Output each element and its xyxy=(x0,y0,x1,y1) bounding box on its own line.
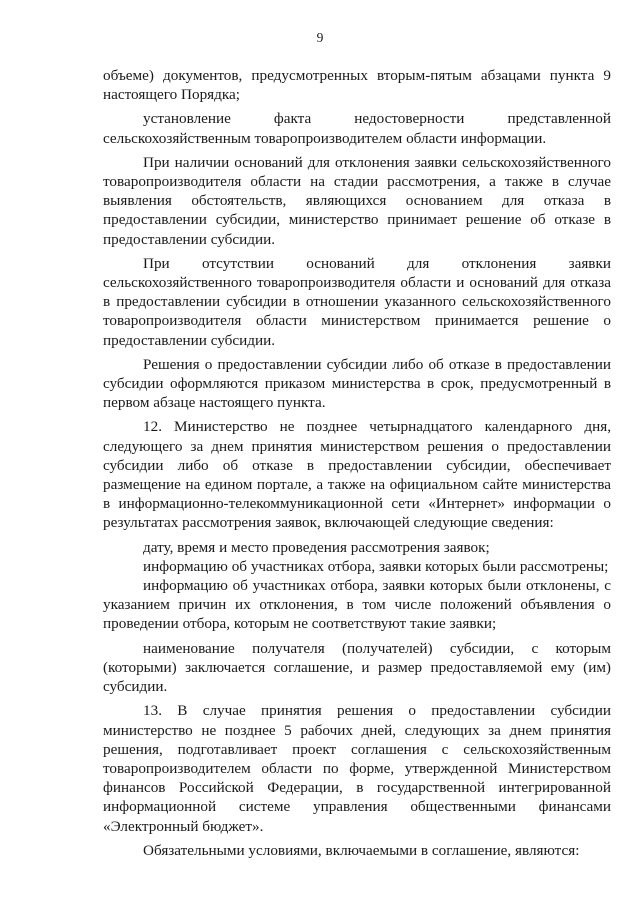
paragraph-rejection-grounds: При наличии оснований для отклонения заявки сельскохозяйственного товаропроизводителя области на стадии рассмотрения, а также в случае выявления обстоятельств, являющихся основанием для отказа в предоставлении субсидии, министерство принимает решение об отказе в предоставлении субсидии. xyxy=(103,153,611,248)
paragraph-decision-order: Решения о предоставлении субсидии либо об отказе в предоставлении субсидии оформляются приказом министерства в срок, предусмотренный в первом абзаце настоящего пункта. xyxy=(103,355,611,412)
list-item-recipients: наименование получателя (получателей) субсидии, с которым (которыми) заключается соглашение, и размер предоставляемой ему (им) субсидии. xyxy=(103,639,611,696)
page-number: 9 xyxy=(316,30,324,45)
paragraph-item-12: 12. Министерство не позднее четырнадцатого календарного дня, следующего за днем принятия министерством решения о предоставлении субсидии либо об отказе в предоставлении субсидии, обеспечивает размещение на едином портале, а также на официальном сайте министерства в информационно-телекоммуникационной сети «Интернет» информации о результатах рассмотрения заявок, включающей следующие сведения: xyxy=(103,418,611,532)
paragraph-false-info: установление факта недостоверности представленной сельскохозяйственным товаропроизводителем области информации. xyxy=(103,110,611,147)
paragraph-item-13: 13. В случае принятия решения о предоставлении субсидии министерство не позднее 5 рабочих дней, следующих за днем принятия решения, подготавливает проект соглашения с сельскохозяйственным товаропроизводителем области по форме, утвержденной Министерством финансов Российской Федерации, в государственной интегрированной информационной системе управления общественными финансами «Электронный бюджет». xyxy=(103,702,611,835)
document-body xyxy=(103,66,611,865)
list-item-rejected-applicants: информацию об участниках отбора, заявки которых были отклонены, с указанием причин их отклонения, в том числе положений объявления о проведении отбора, которым не соответствуют такие заявки; xyxy=(103,577,611,633)
paragraph-continuation: объеме) документов, предусмотренных вторым-пятым абзацами пункта 9 настоящего Порядка; xyxy=(103,67,611,104)
list-item-reviewed-applicants: информацию об участниках отбора, заявки которых были рассмотрены; xyxy=(143,557,609,575)
paragraph-mandatory-conditions: Обязательными условиями, включаемыми в соглашение, являются: xyxy=(143,841,580,859)
paragraph-approval-decision: При отсутствии оснований для отклонения заявки сельскохозяйственного товаропроизводителя области и оснований для отказа в предоставлении субсидии в отношении указанного сельскохозяйственного товаропроизводителя области министерством принимается решение о предоставлении субсидии. xyxy=(103,254,611,349)
list-item-date-time: дату, время и место проведения рассмотрения заявок; xyxy=(143,538,490,556)
